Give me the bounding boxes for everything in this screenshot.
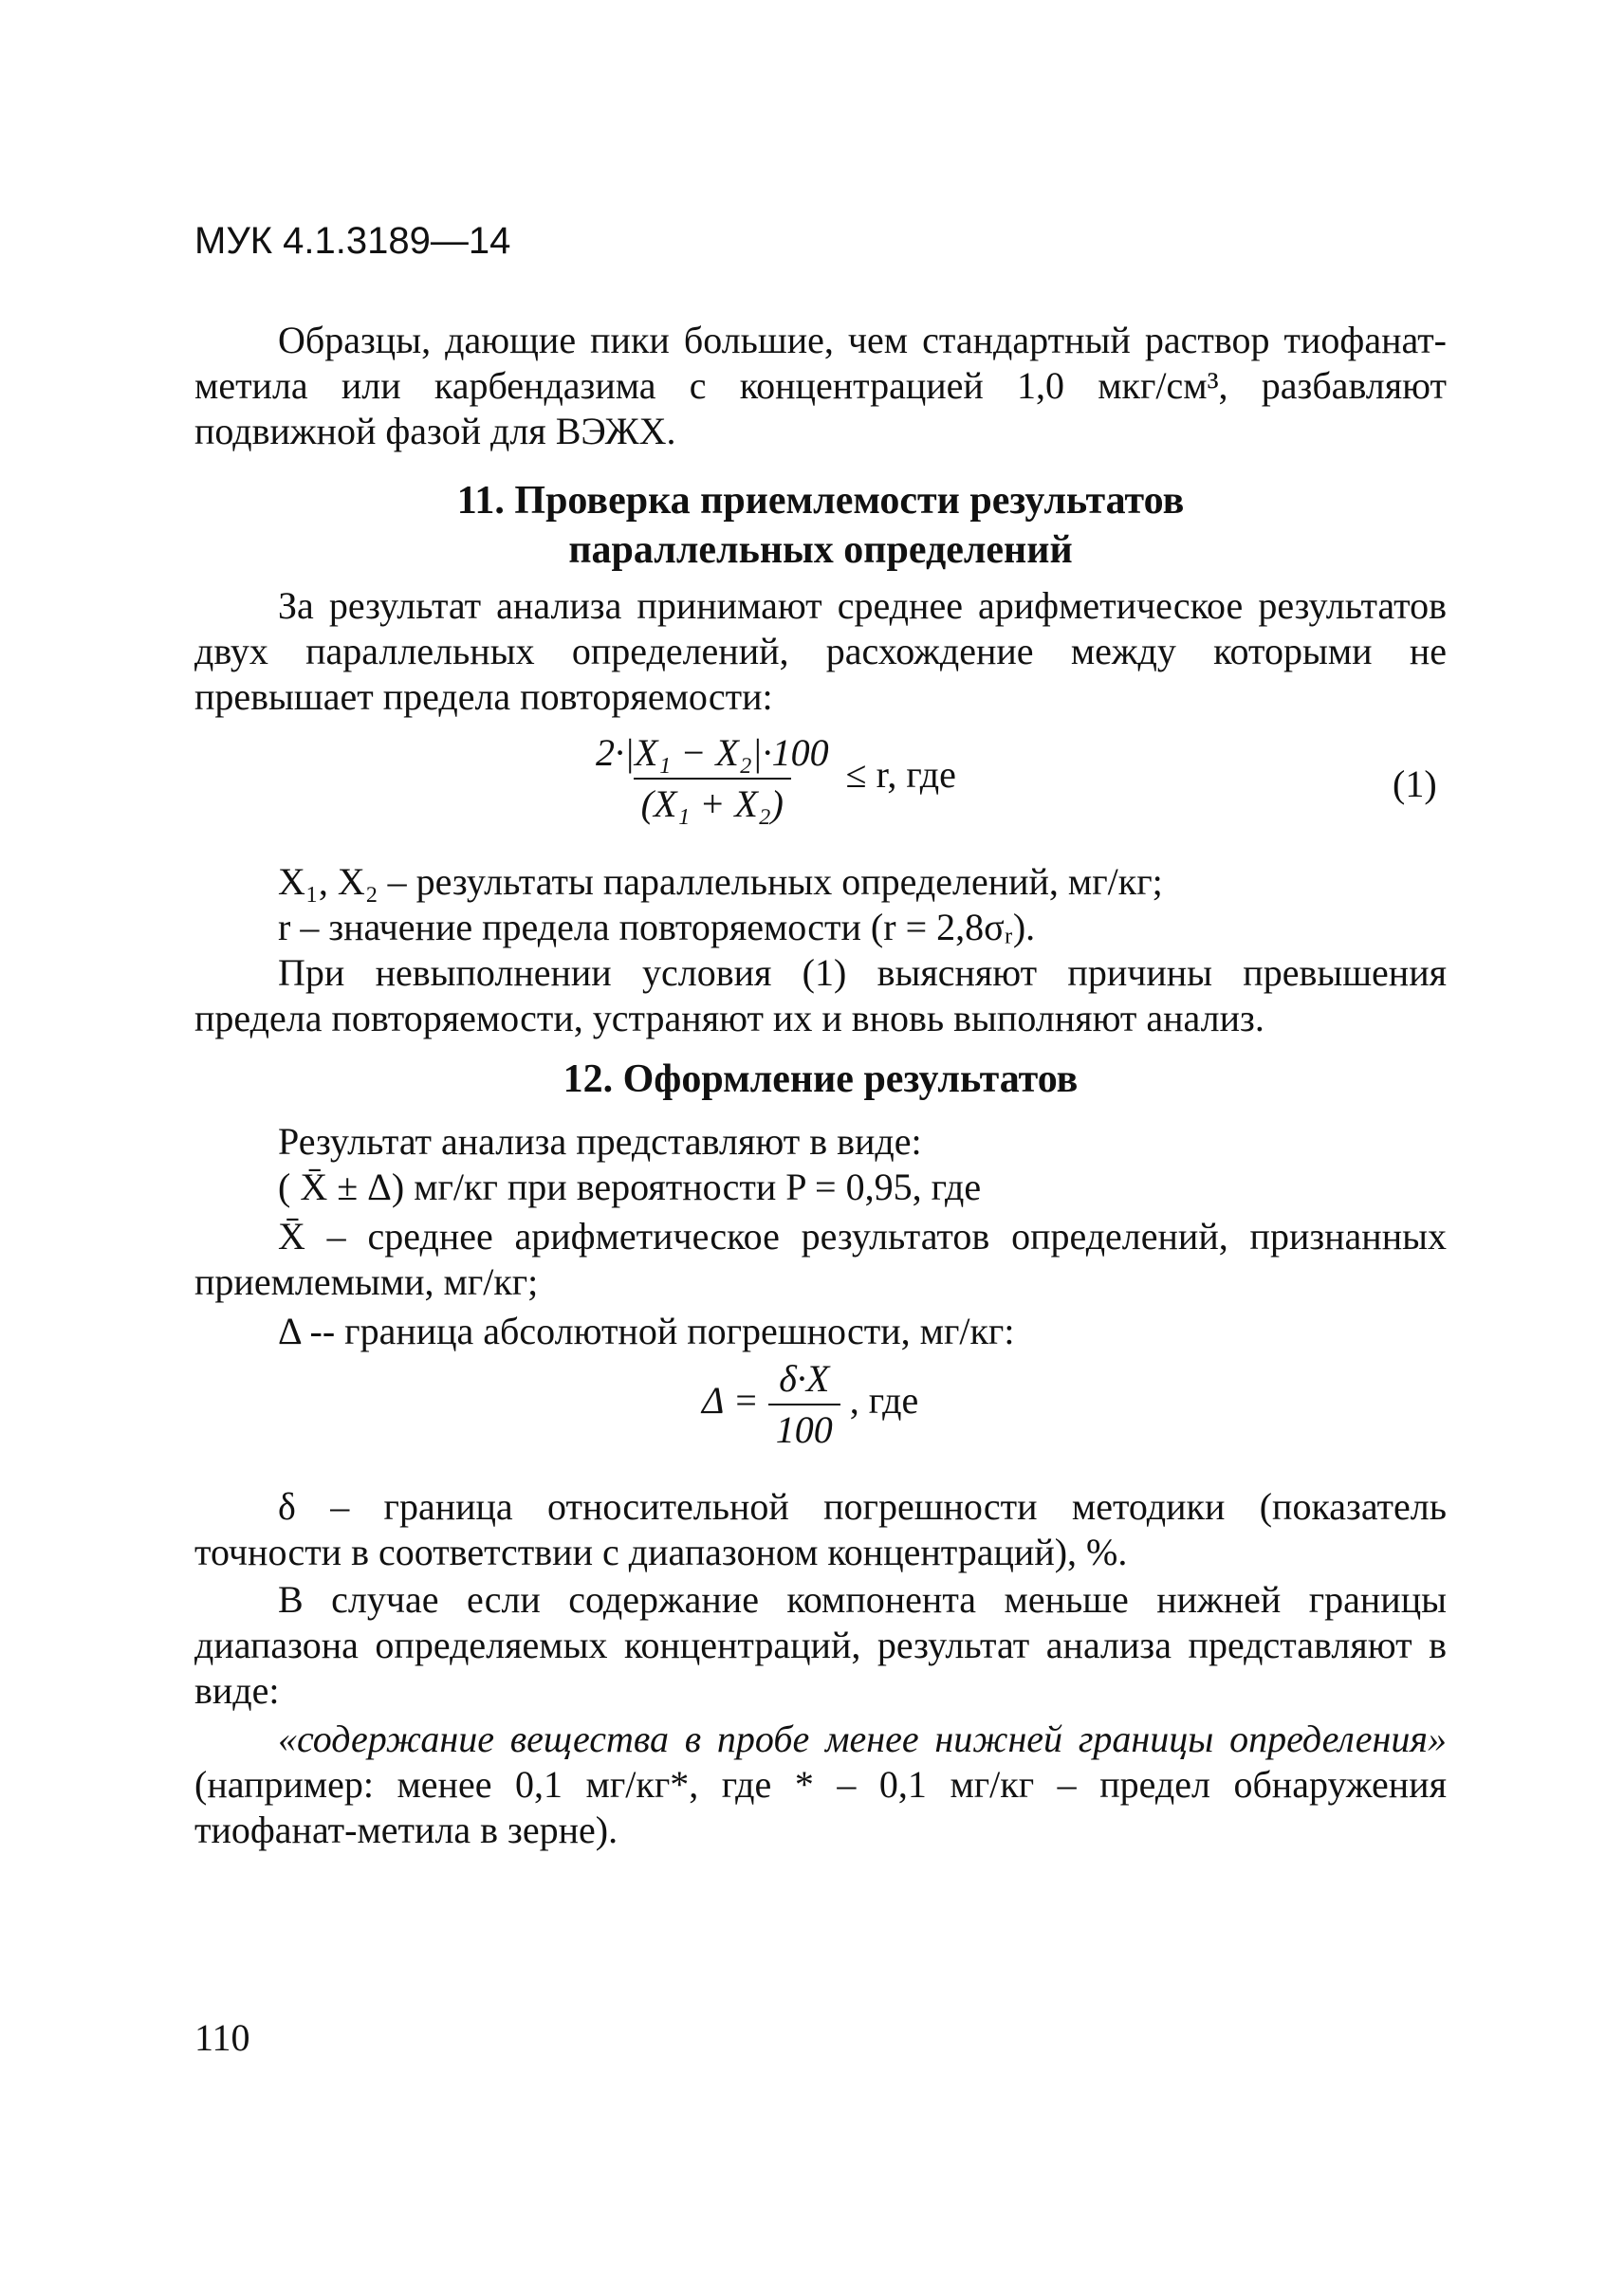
definition-x1-x2: X₁, X₂ – результаты параллельных определений, мг/кг; <box>278 860 1163 903</box>
formula-2-lhs: Δ = <box>702 1379 759 1423</box>
definition-r: r – значение предела повторяемости (r = 2,8σᵣ). <box>278 906 1036 948</box>
section-11-title <box>194 476 1447 575</box>
section-11-title-line1: 11. Проверка приемлемости результатов <box>456 479 1185 523</box>
section-11-title-line2: параллельных определений <box>568 528 1073 572</box>
document-code: МУК 4.1.3189—14 <box>194 220 511 262</box>
intro-paragraph: Образцы, дающие пики большие, чем стандартный раствор тиофанат-метила или карбендазима с концентрацией 1,0 мкг/см³, разбавляют подвижной фазой для ВЭЖХ. <box>194 319 1447 452</box>
low-content-quote-rest: (например: менее 0,1 мг/кг*, где * – 0,1 мг/кг – предел обнаружения тиофанат-метила в зерне). <box>194 1763 1447 1851</box>
formula-2-fraction <box>768 1356 840 1453</box>
formula-2-denominator: 100 <box>768 1404 840 1453</box>
page-number: 110 <box>194 2016 250 2059</box>
section-12-title: 12. Оформление результатов <box>563 1057 1079 1101</box>
low-content-example <box>194 1717 1447 1853</box>
low-content-quote: «содержание вещества в пробе менее нижней границы определения» <box>278 1717 1447 1760</box>
section-11-paragraph-2: При невыполнении условия (1) выясняют причины превышения предела повторяемости, устраняют их и вновь выполняют анализ. <box>194 951 1447 1039</box>
formula-1-numerator: 2·|X₁ − X₂|·100 <box>596 731 829 774</box>
formula-1-number: (1) <box>1393 762 1437 805</box>
low-content-paragraph: В случае если содержание компонента меньше нижней границы диапазона определяемых концентраций, результат анализа представляют в виде: <box>194 1578 1447 1712</box>
definition-mean: X̄ – среднее арифметическое результатов определений, признанных приемлемыми, мг/кг; <box>194 1215 1447 1303</box>
formula-2 <box>702 1356 918 1453</box>
result-form-expression: ( X̄ ± Δ) мг/кг при вероятности P = 0,95, где <box>278 1166 982 1208</box>
definition-absolute-error: Δ -- граница абсолютной погрешности, мг/кг: <box>278 1310 1015 1352</box>
formula-2-rhs: , где <box>849 1379 919 1423</box>
formula-2-numerator: δ·X <box>779 1357 830 1400</box>
formula-1-fraction <box>588 730 837 827</box>
definition-relative-error: δ – граница относительной погрешности методики (показатель точности в соответствии с диапазоном концентраций), %. <box>194 1485 1447 1573</box>
formula-1-denominator: (X₁ + X₂) <box>634 778 791 827</box>
result-form-intro: Результат анализа представляют в виде: <box>278 1120 922 1163</box>
section-11-paragraph-1: За результат анализа принимают среднее арифметическое результатов двух параллельных определений, расхождение между которыми не превышает предела повторяемости: <box>194 584 1447 718</box>
formula-1 <box>588 730 956 827</box>
formula-1-rhs: ≤ r, где <box>845 753 956 797</box>
